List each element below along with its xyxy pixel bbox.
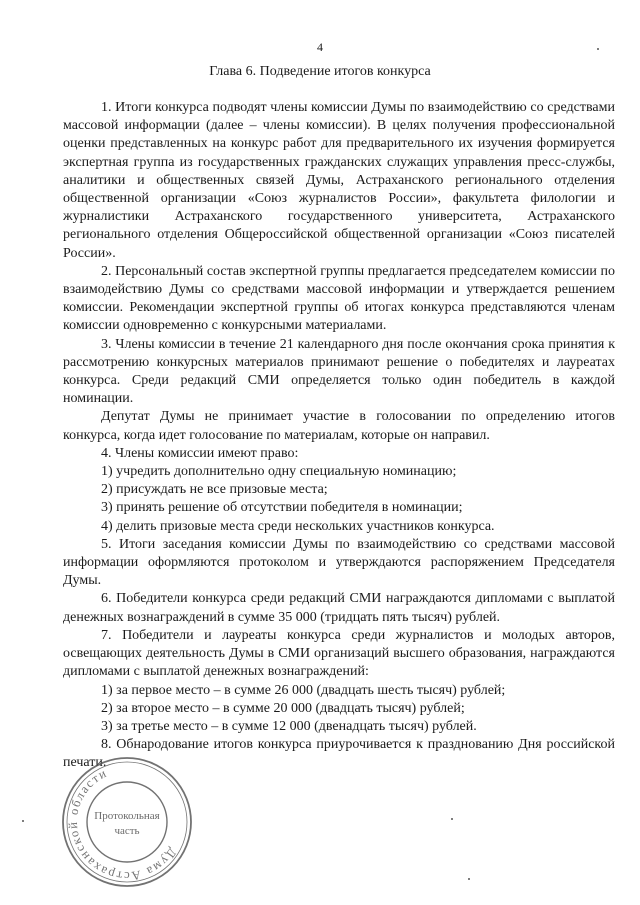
- list-item: 3) за третье место – в сумме 12 000 (двенадцать тысяч) рублей.: [101, 718, 477, 734]
- scan-speck: [597, 48, 599, 50]
- stamp-center-line1: Протокольная: [94, 810, 160, 822]
- protocol-stamp: [58, 753, 196, 891]
- paragraph-4: 4. Члены комиссии имеют право:: [101, 445, 299, 461]
- chapter-title: Глава 6. Подведение итогов конкурса: [209, 64, 431, 79]
- scan-speck: [451, 818, 453, 820]
- list-item: 2) за второе место – в сумме 20 000 (двадцать тысяч) рублей;: [101, 700, 465, 716]
- stamp-ring-text: Дума Астраханской области: [65, 765, 180, 884]
- paragraph-1: 1. Итоги конкурса подводят члены комиссии Думы по взаимодействию со средствами массовой информации (далее – члены комиссии). В целях получения профессиональной оценки представленных на конкурс работ для предварительного их изучения формируется экспертная группа из государственных гражданских служащих управления пресс-службы, аналитики и общественных связей Думы, Астраханского регионального отделения общественной организации «Союз журналистов России», факультета филологии и журналистики Астраханского государственного университета, Астраханского регионального отделения Общероссийской общественной организации «Союз писателей России».: [63, 100, 615, 261]
- paragraph-2: 2. Персональный состав экспертной группы предлагается председателем комиссии по взаимодействию Думы со средствами массовой информации и утверждается решением комиссии. Рекомендации экспертной группы об итогах конкурса представляются членам комиссии одновременно с конкурсными материалами.: [63, 263, 615, 334]
- scan-speck: [468, 878, 470, 880]
- list-item: 1) за первое место – в сумме 26 000 (двадцать шесть тысяч) рублей;: [101, 682, 506, 698]
- paragraph-6: 6. Победители конкурса среди редакций СМИ награждаются дипломами с выплатой денежных вознаграждений в сумме 35 000 (тридцать пять тысяч) рублей.: [63, 591, 615, 625]
- stamp-center-line2: часть: [114, 825, 140, 837]
- page-number: 4: [317, 40, 323, 54]
- paragraph-5: 5. Итоги заседания комиссии Думы по взаимодействию со средствами массовой информации оформляются протоколом и утверждаются распоряжением Председателя Думы.: [63, 536, 615, 589]
- list-item: 3) принять решение об отсутствии победителя в номинации;: [101, 500, 463, 516]
- stamp-seal-icon: [58, 753, 196, 891]
- paragraph-3: 3. Члены комиссии в течение 21 календарного дня после окончания срока принятия к рассмотрению конкурсных материалов принимают решение о победителях и лауреатах конкурса. Среди редакций СМИ определяется только один победитель в каждой номинации.: [63, 336, 615, 407]
- body-text: [63, 99, 615, 773]
- paragraph-7: 7. Победители и лауреаты конкурса среди журналистов и молодых авторов, освещающих деятельность Думы в СМИ организаций высшего образования, награждаются дипломами с выплатой денежных вознаграждений:: [63, 627, 615, 680]
- list-item: 1) учредить дополнительно одну специальную номинацию;: [101, 464, 457, 480]
- paragraph-8: 8. Обнародование итогов конкурса приурочивается к празднованию Дня российской печати.: [63, 737, 615, 771]
- list-item: 2) присуждать не все призовые места;: [101, 482, 328, 498]
- paragraph-deputy: Депутат Думы не принимает участие в голосовании по определению итогов конкурса, когда идет голосование по материалам, которые он направил.: [63, 409, 615, 443]
- list-item: 4) делить призовые места среди нескольких участников конкурса.: [101, 518, 495, 534]
- scan-speck: [22, 820, 24, 822]
